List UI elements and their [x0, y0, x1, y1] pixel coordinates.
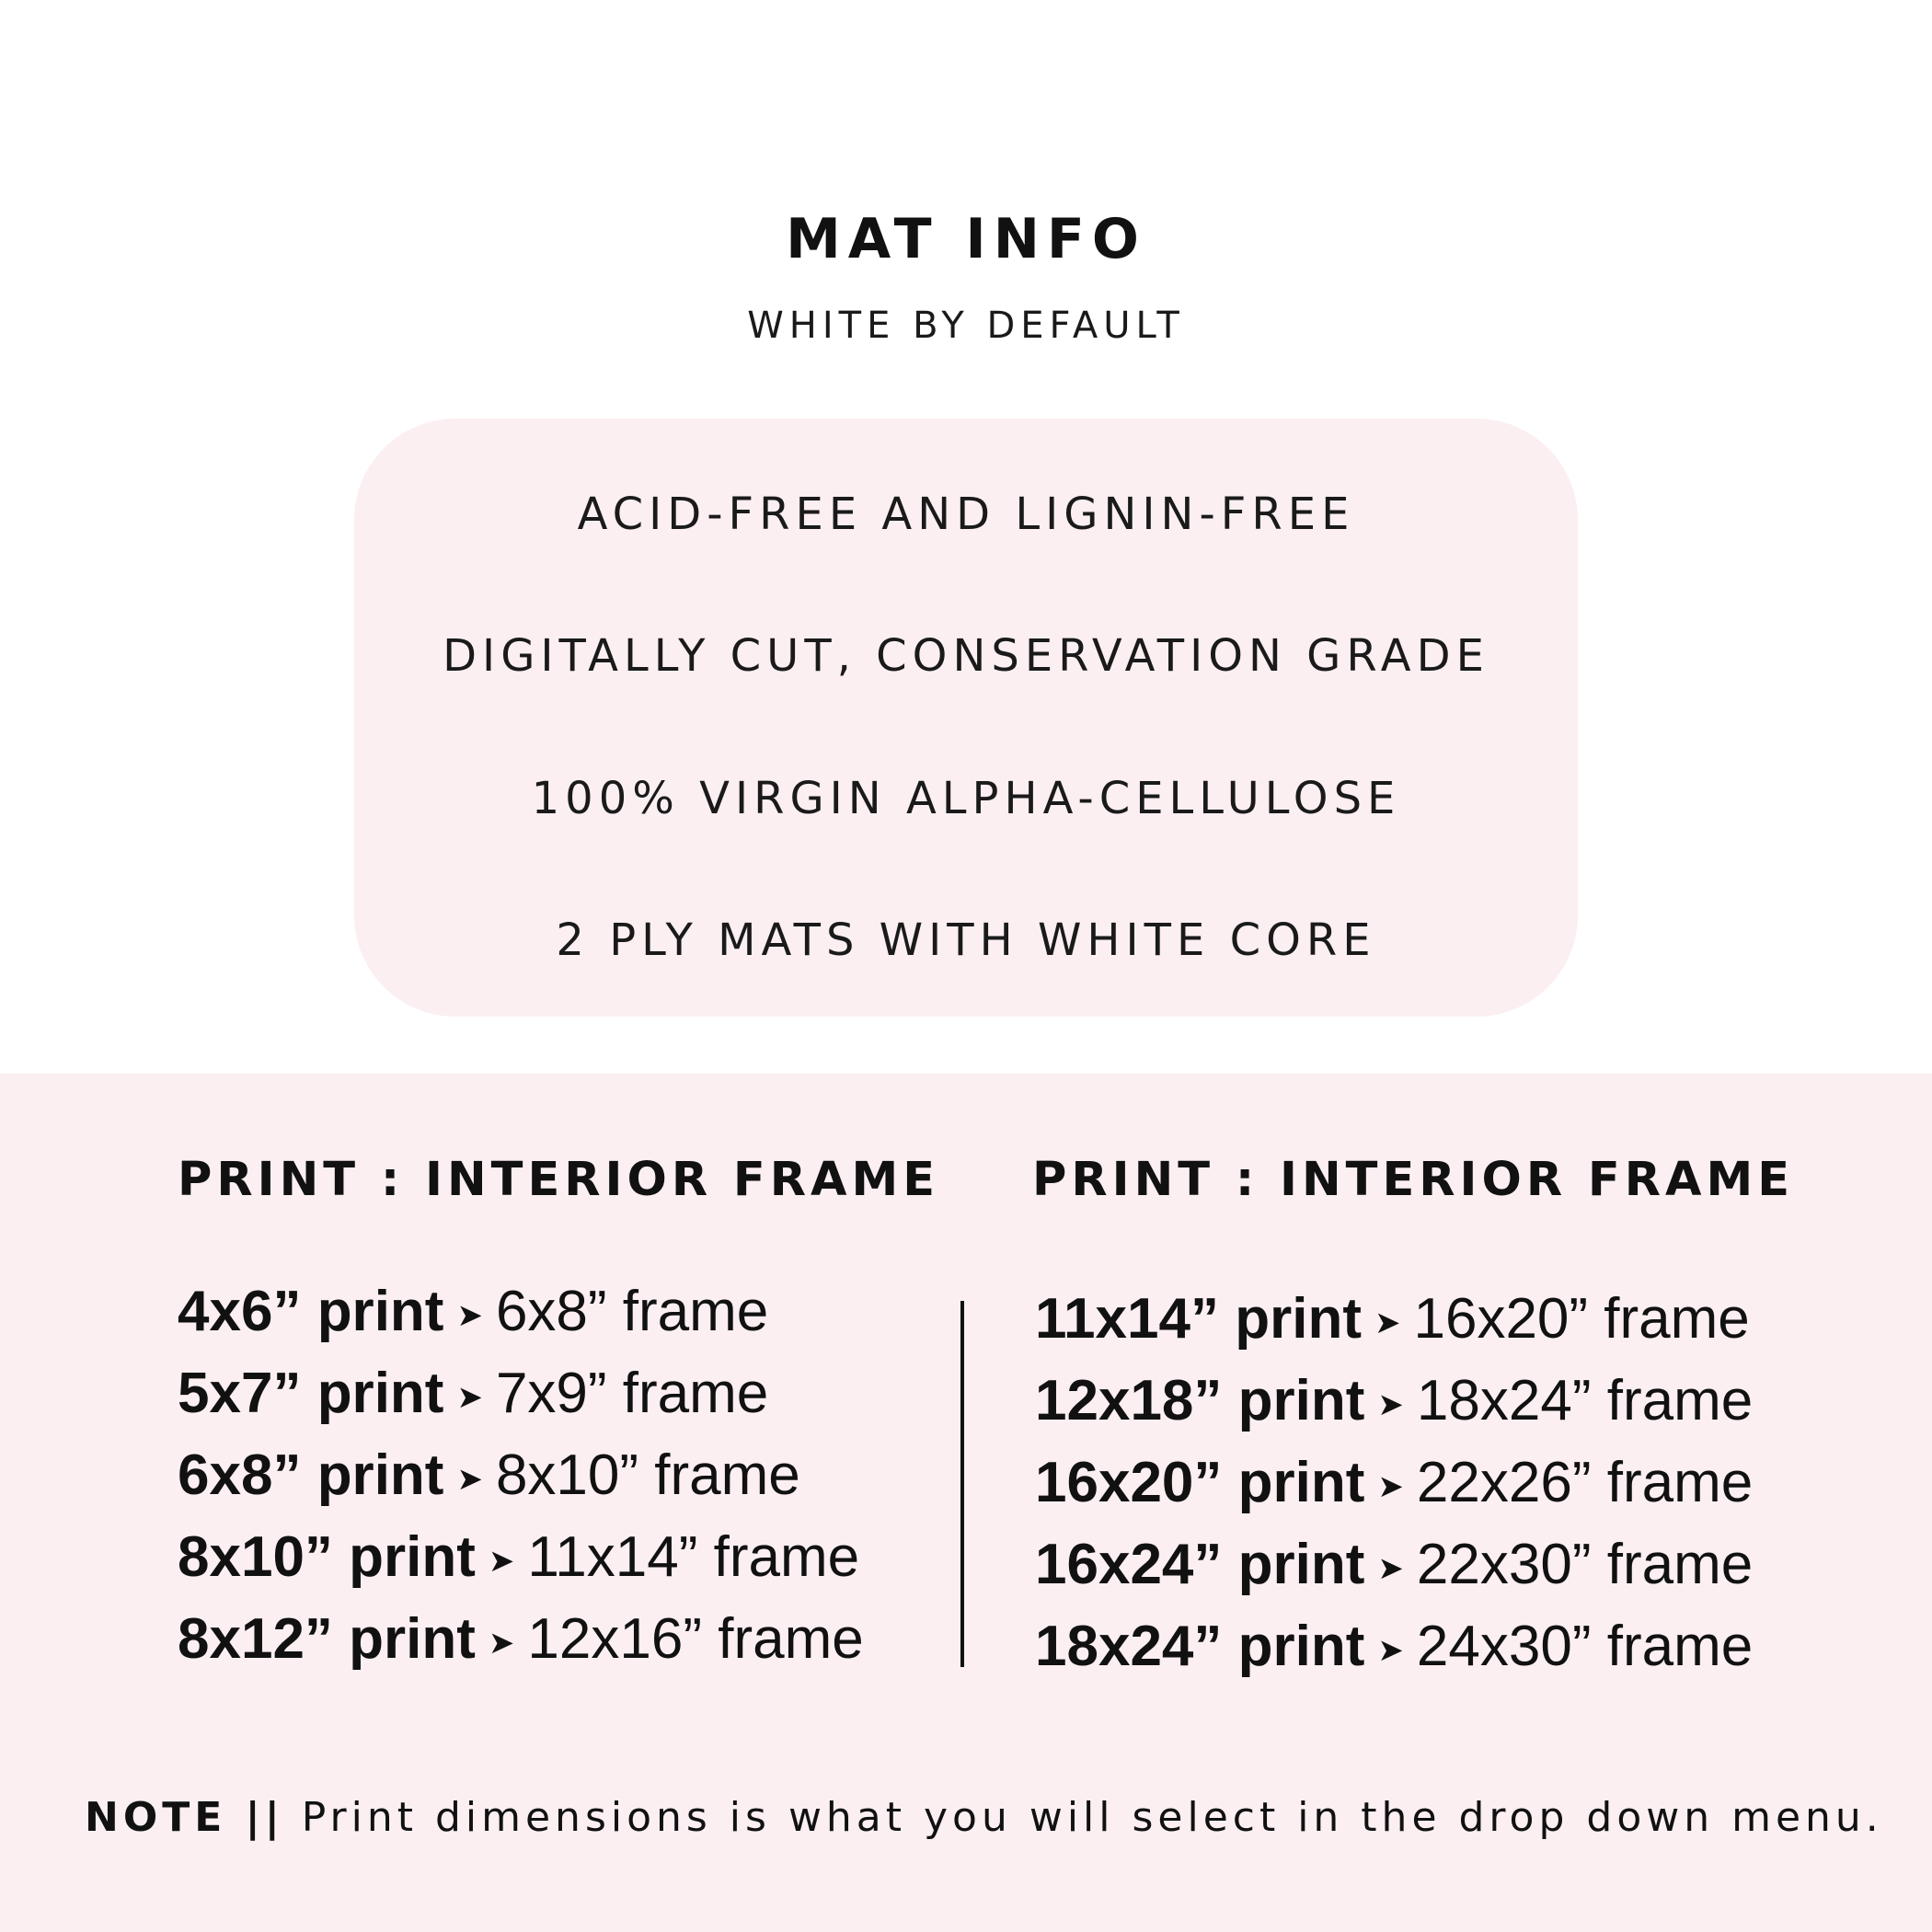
- frame-size: 16x20”: [1413, 1287, 1589, 1351]
- print-size: 8x12”: [178, 1607, 333, 1671]
- feature-item: 2 PLY MATS WITH WHITE CORE: [556, 914, 1376, 966]
- size-row: [1035, 1368, 1753, 1450]
- size-row: [1035, 1614, 1753, 1696]
- size-row: [178, 1443, 864, 1524]
- arrow-icon: ➤: [1377, 1550, 1404, 1586]
- column-divider: [960, 1301, 964, 1667]
- arrow-icon: ➤: [488, 1543, 515, 1579]
- arrow-icon: ➤: [456, 1461, 483, 1497]
- page-title: MAT INFO: [786, 207, 1146, 271]
- frame-word: frame: [1606, 1369, 1754, 1432]
- feature-item: DIGITALLY CUT, CONSERVATION GRADE: [443, 630, 1489, 682]
- size-row: [1035, 1286, 1753, 1368]
- note-label: NOTE ||: [85, 1794, 284, 1841]
- frame-size: 12x16”: [527, 1607, 702, 1671]
- column-header-left: PRINT : INTERIOR FRAME: [178, 1153, 940, 1207]
- frame-size: 8x10”: [495, 1443, 639, 1507]
- print-word: print: [349, 1607, 476, 1671]
- print-word: print: [1237, 1369, 1365, 1432]
- frame-size: 18x24”: [1416, 1369, 1592, 1432]
- print-size: 16x20”: [1035, 1451, 1223, 1514]
- arrow-icon: ➤: [1377, 1468, 1404, 1504]
- print-word: print: [316, 1280, 444, 1343]
- arrow-icon: ➤: [1374, 1305, 1401, 1340]
- frame-word: frame: [654, 1443, 800, 1507]
- print-size: 5x7”: [178, 1362, 302, 1425]
- feature-item: ACID-FREE AND LIGNIN-FREE: [577, 489, 1355, 540]
- frame-word: frame: [1606, 1533, 1754, 1596]
- print-word: print: [349, 1525, 476, 1589]
- print-size: 18x24”: [1035, 1615, 1223, 1678]
- arrow-icon: ➤: [456, 1379, 483, 1415]
- size-row: [178, 1606, 864, 1688]
- frame-size: 22x30”: [1416, 1533, 1592, 1596]
- frame-word: frame: [718, 1607, 864, 1671]
- column-header-right: PRINT : INTERIOR FRAME: [1032, 1153, 1795, 1207]
- arrow-icon: ➤: [1377, 1386, 1404, 1422]
- print-size: 6x8”: [178, 1443, 302, 1507]
- size-row: [178, 1524, 864, 1606]
- print-word: print: [1235, 1287, 1362, 1351]
- frame-size: 6x8”: [495, 1280, 607, 1343]
- feature-item: 100% VIRGIN ALPHA-CELLULOSE: [531, 773, 1401, 824]
- print-word: print: [1237, 1451, 1365, 1514]
- size-row: [178, 1279, 864, 1361]
- frame-word: frame: [1606, 1451, 1754, 1514]
- print-word: print: [1237, 1533, 1365, 1596]
- print-word: print: [316, 1443, 444, 1507]
- frame-size: 22x26”: [1416, 1451, 1592, 1514]
- note-text: Print dimensions is what you will select in the drop down menu.: [301, 1794, 1883, 1841]
- frame-size: 11x14”: [527, 1525, 698, 1589]
- print-size: 12x18”: [1035, 1369, 1223, 1432]
- size-row: [1035, 1532, 1753, 1614]
- frame-word: frame: [622, 1280, 769, 1343]
- print-word: print: [1237, 1615, 1365, 1678]
- size-list-right: [1035, 1286, 1753, 1696]
- print-size: 11x14”: [1035, 1287, 1219, 1351]
- print-size: 4x6”: [178, 1280, 302, 1343]
- frame-word: frame: [622, 1362, 769, 1425]
- arrow-icon: ➤: [488, 1625, 515, 1661]
- page-subtitle: WHITE BY DEFAULT: [747, 305, 1185, 347]
- print-word: print: [316, 1362, 444, 1425]
- frame-size: 7x9”: [495, 1362, 607, 1425]
- feature-card: [354, 419, 1578, 1017]
- size-row: [178, 1361, 864, 1443]
- print-size: 8x10”: [178, 1525, 333, 1589]
- arrow-icon: ➤: [1377, 1632, 1404, 1668]
- footer-note: [85, 1790, 1883, 1846]
- size-row: [1035, 1450, 1753, 1532]
- frame-word: frame: [1606, 1615, 1754, 1678]
- frame-size: 24x30”: [1416, 1615, 1592, 1678]
- size-list-left: [178, 1279, 864, 1688]
- frame-word: frame: [1604, 1287, 1750, 1351]
- frame-word: frame: [713, 1525, 860, 1589]
- arrow-icon: ➤: [456, 1297, 483, 1333]
- print-size: 16x24”: [1035, 1533, 1223, 1596]
